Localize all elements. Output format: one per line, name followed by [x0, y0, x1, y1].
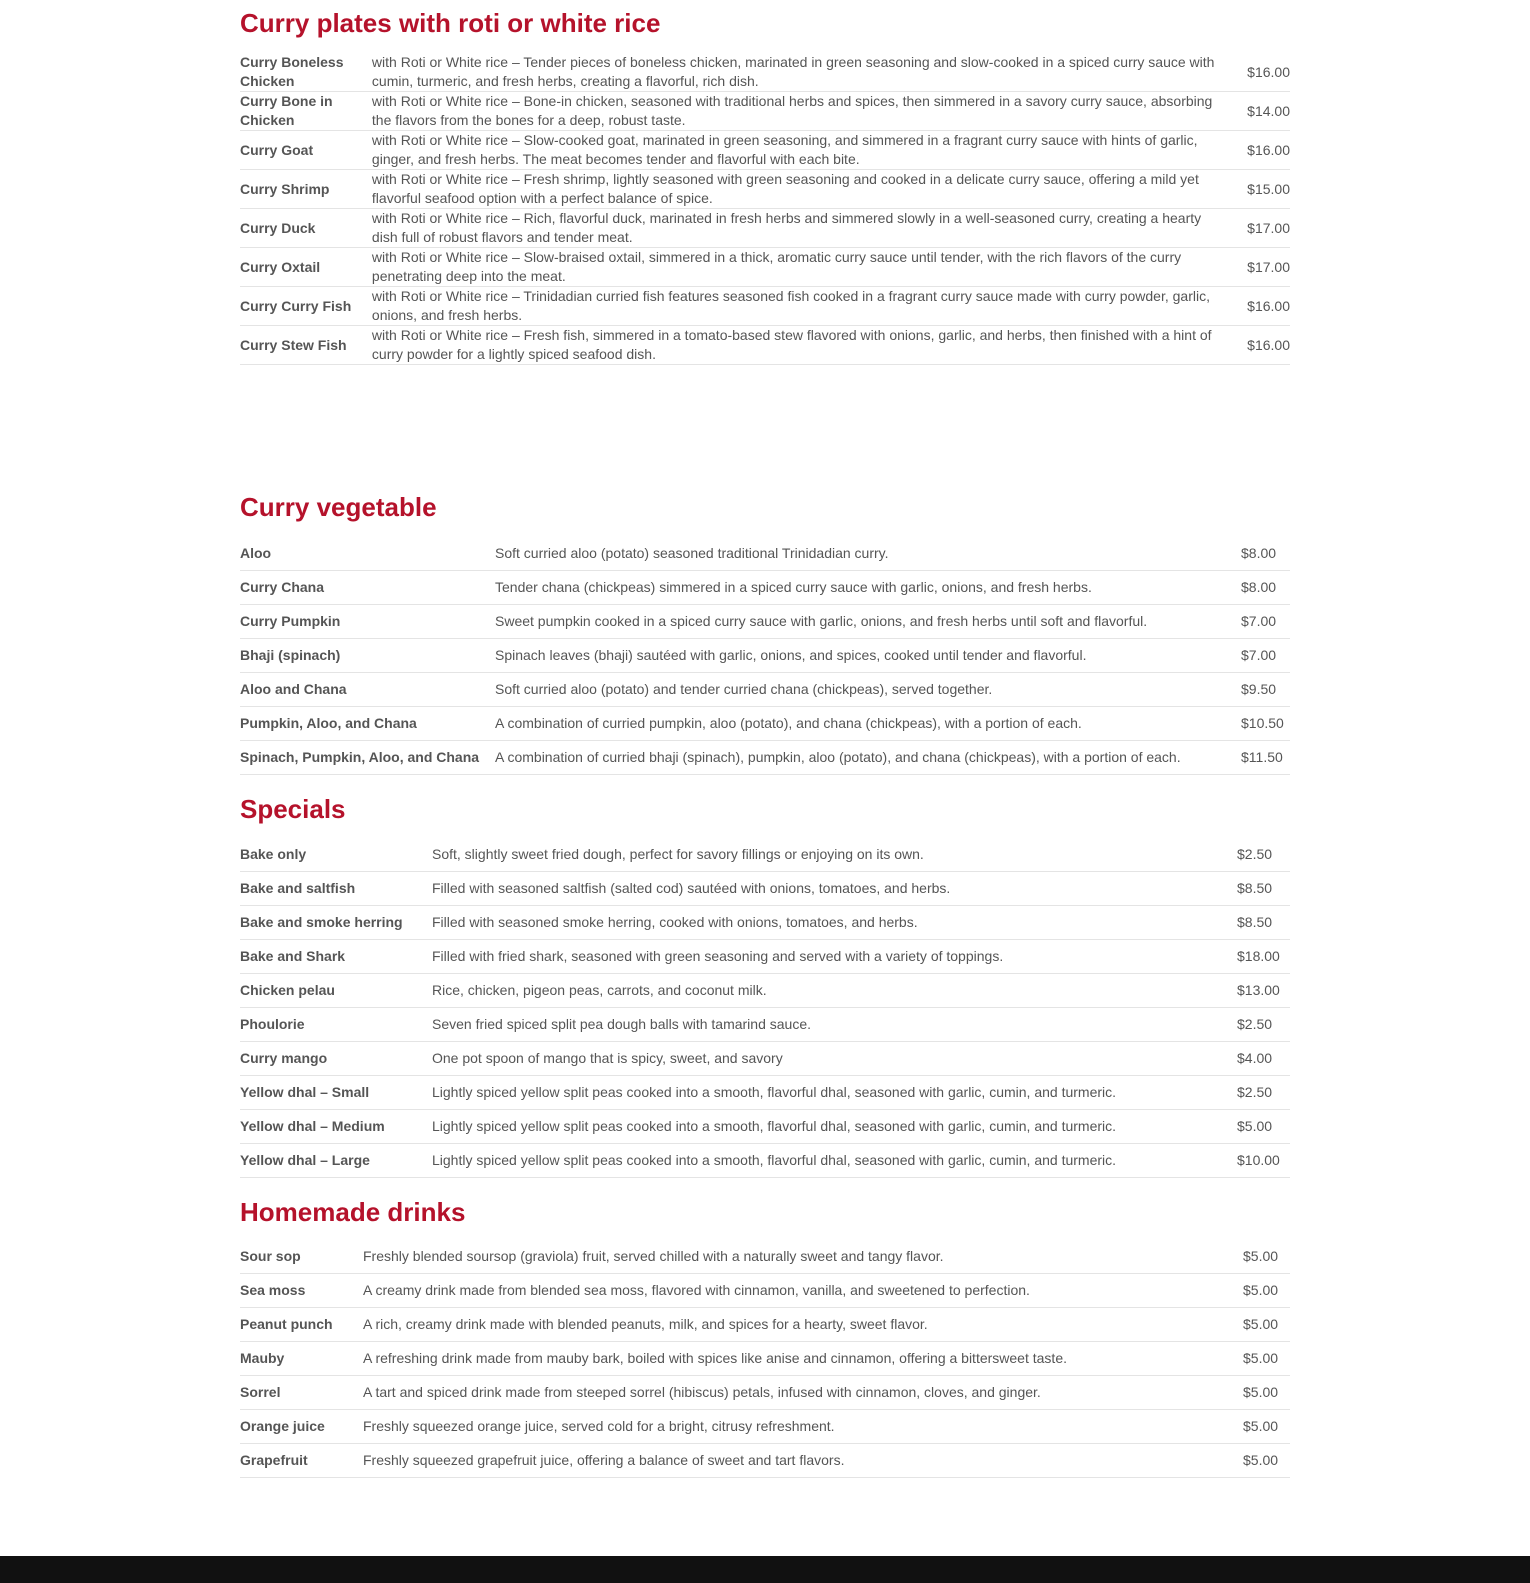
item-name: Bake and Shark: [240, 940, 432, 974]
menu-item-row: [240, 1308, 1290, 1342]
item-description: Lightly spiced yellow split peas cooked into a smooth, flavorful dhal, seasoned with garlic, cumin, and turmeric.: [432, 1076, 1237, 1110]
item-price: $5.00: [1243, 1274, 1290, 1308]
item-description: with Roti or White rice – Trinidadian curried fish features seasoned fish cooked in a fragrant curry sauce made with curry powder, garlic, onions, and fresh herbs.: [372, 287, 1236, 326]
item-name: Curry Chana: [240, 571, 495, 605]
item-name: Mauby: [240, 1342, 363, 1376]
item-price: $8.50: [1237, 906, 1290, 940]
item-description: with Roti or White rice – Bone-in chicken, seasoned with traditional herbs and spices, then simmered in a savory curry sauce, absorbing the flavors from the bones for a deep, robust taste.: [372, 92, 1236, 131]
item-description: Filled with seasoned smoke herring, cooked with onions, tomatoes, and herbs.: [432, 906, 1237, 940]
item-price: $10.00: [1237, 1144, 1290, 1178]
item-price: $5.00: [1237, 1110, 1290, 1144]
menu-item-row: [240, 1240, 1290, 1274]
menu-item-row: [240, 906, 1290, 940]
item-name: Curry Duck: [240, 209, 372, 248]
menu-item-row: [240, 1410, 1290, 1444]
menu-item-row: [240, 741, 1290, 775]
menu-item-row: [240, 1342, 1290, 1376]
item-price: $2.50: [1237, 1076, 1290, 1110]
item-price: $5.00: [1243, 1240, 1290, 1274]
item-name: Aloo: [240, 537, 495, 571]
item-name: Pumpkin, Aloo, and Chana: [240, 707, 495, 741]
menu-item-row: [240, 639, 1290, 673]
item-description: with Roti or White rice – Slow-cooked goat, marinated in green seasoning, and simmered in a fragrant curry sauce with hints of garlic, ginger, and fresh herbs. The meat becomes tender and flavorful with each bite.: [372, 131, 1236, 170]
item-description: Lightly spiced yellow split peas cooked into a smooth, flavorful dhal, seasoned with garlic, cumin, and turmeric.: [432, 1110, 1237, 1144]
item-price: $8.00: [1241, 537, 1290, 571]
item-price: $16.00: [1236, 53, 1290, 92]
menu-item-row: [240, 131, 1290, 170]
menu-item-row: [240, 940, 1290, 974]
item-description: A tart and spiced drink made from steeped sorrel (hibiscus) petals, infused with cinnamon, cloves, and ginger.: [363, 1376, 1243, 1410]
item-name: Aloo and Chana: [240, 673, 495, 707]
item-price: $5.00: [1243, 1308, 1290, 1342]
item-price: $9.50: [1241, 673, 1290, 707]
item-description: A combination of curried bhaji (spinach), pumpkin, aloo (potato), and chana (chickpeas), with a portion of each.: [495, 741, 1241, 775]
menu-item-row: [240, 53, 1290, 92]
item-name: Curry Boneless Chicken: [240, 53, 372, 92]
item-price: $14.00: [1236, 92, 1290, 131]
menu-item-row: [240, 1376, 1290, 1410]
menu-item-row: [240, 1144, 1290, 1178]
item-name: Yellow dhal – Large: [240, 1144, 432, 1178]
item-description: Freshly squeezed grapefruit juice, offering a balance of sweet and tart flavors.: [363, 1444, 1243, 1478]
item-description: Soft curried aloo (potato) and tender curried chana (chickpeas), served together.: [495, 673, 1241, 707]
item-price: $7.00: [1241, 605, 1290, 639]
item-name: Curry Oxtail: [240, 248, 372, 287]
item-name: Yellow dhal – Medium: [240, 1110, 432, 1144]
item-name: Curry Pumpkin: [240, 605, 495, 639]
item-name: Yellow dhal – Small: [240, 1076, 432, 1110]
footer: [0, 1556, 1530, 1583]
section-title: Curry plates with roti or white rice: [240, 8, 661, 38]
item-name: Spinach, Pumpkin, Aloo, and Chana: [240, 741, 495, 775]
section-title: Homemade drinks: [240, 1197, 466, 1227]
menu-item-row: [240, 872, 1290, 906]
item-price: $8.00: [1241, 571, 1290, 605]
item-price: $15.00: [1236, 170, 1290, 209]
item-description: Lightly spiced yellow split peas cooked into a smooth, flavorful dhal, seasoned with garlic, cumin, and turmeric.: [432, 1144, 1237, 1178]
item-description: Freshly squeezed orange juice, served cold for a bright, citrusy refreshment.: [363, 1410, 1243, 1444]
item-description: with Roti or White rice – Fresh fish, simmered in a tomato-based stew flavored with onions, garlic, and herbs, then finished with a hint of curry powder for a lightly spiced seafood dish.: [372, 326, 1236, 365]
menu-item-row: [240, 287, 1290, 326]
item-name: Curry Bone in Chicken: [240, 92, 372, 131]
item-description: with Roti or White rice – Fresh shrimp, lightly seasoned with green seasoning and cooked in a delicate curry sauce, offering a mild yet flavorful seafood option with a perfect balance of spice.: [372, 170, 1236, 209]
item-price: $18.00: [1237, 940, 1290, 974]
section-title: Curry vegetable: [240, 492, 437, 522]
item-name: Curry mango: [240, 1042, 432, 1076]
item-price: $5.00: [1243, 1410, 1290, 1444]
menu-item-row: [240, 537, 1290, 571]
item-description: Soft, slightly sweet fried dough, perfect for savory fillings or enjoying on its own.: [432, 838, 1237, 872]
item-price: $17.00: [1236, 248, 1290, 287]
item-description: Sweet pumpkin cooked in a spiced curry sauce with garlic, onions, and fresh herbs until soft and flavorful.: [495, 605, 1241, 639]
menu-item-row: [240, 326, 1290, 365]
item-price: $10.50: [1241, 707, 1290, 741]
section-title: Specials: [240, 794, 346, 824]
menu-item-row: [240, 1076, 1290, 1110]
menu-table: [240, 838, 1290, 1178]
item-name: Chicken pelau: [240, 974, 432, 1008]
menu-item-row: [240, 248, 1290, 287]
item-price: $16.00: [1236, 131, 1290, 170]
item-name: Bhaji (spinach): [240, 639, 495, 673]
menu-item-row: [240, 605, 1290, 639]
item-name: Curry Stew Fish: [240, 326, 372, 365]
item-price: $11.50: [1241, 741, 1290, 775]
item-description: Rice, chicken, pigeon peas, carrots, and coconut milk.: [432, 974, 1237, 1008]
item-price: $8.50: [1237, 872, 1290, 906]
item-name: Bake and smoke herring: [240, 906, 432, 940]
menu-item-row: [240, 571, 1290, 605]
menu-table: [240, 53, 1290, 365]
item-price: $16.00: [1236, 287, 1290, 326]
item-name: Curry Shrimp: [240, 170, 372, 209]
item-description: One pot spoon of mango that is spicy, sweet, and savory: [432, 1042, 1237, 1076]
item-name: Curry Curry Fish: [240, 287, 372, 326]
item-description: A creamy drink made from blended sea moss, flavored with cinnamon, vanilla, and sweetened to perfection.: [363, 1274, 1243, 1308]
menu-item-row: [240, 1110, 1290, 1144]
item-description: Filled with seasoned saltfish (salted cod) sautéed with onions, tomatoes, and herbs.: [432, 872, 1237, 906]
menu-item-row: [240, 707, 1290, 741]
menu-item-row: [240, 92, 1290, 131]
item-description: Seven fried spiced split pea dough balls with tamarind sauce.: [432, 1008, 1237, 1042]
item-description: Spinach leaves (bhaji) sautéed with garlic, onions, and spices, cooked until tender and flavorful.: [495, 639, 1241, 673]
item-name: Grapefruit: [240, 1444, 363, 1478]
item-price: $16.00: [1236, 326, 1290, 365]
item-name: Phoulorie: [240, 1008, 432, 1042]
item-name: Bake only: [240, 838, 432, 872]
item-price: $5.00: [1243, 1376, 1290, 1410]
item-price: $5.00: [1243, 1444, 1290, 1478]
item-price: $4.00: [1237, 1042, 1290, 1076]
item-name: Orange juice: [240, 1410, 363, 1444]
item-name: Curry Goat: [240, 131, 372, 170]
item-description: with Roti or White rice – Tender pieces of boneless chicken, marinated in green seasoning and slow-cooked in a spiced curry sauce with cumin, turmeric, and fresh herbs, creating a flavorful, rich dish.: [372, 53, 1236, 92]
item-name: Peanut punch: [240, 1308, 363, 1342]
item-price: $2.50: [1237, 838, 1290, 872]
menu-item-row: [240, 974, 1290, 1008]
menu-item-row: [240, 1042, 1290, 1076]
item-description: A rich, creamy drink made with blended peanuts, milk, and spices for a hearty, sweet flavor.: [363, 1308, 1243, 1342]
menu-item-row: [240, 1008, 1290, 1042]
menu-item-row: [240, 209, 1290, 248]
menu-table: [240, 537, 1290, 775]
menu-item-row: [240, 838, 1290, 872]
item-description: Tender chana (chickpeas) simmered in a spiced curry sauce with garlic, onions, and fresh herbs.: [495, 571, 1241, 605]
item-description: Freshly blended soursop (graviola) fruit, served chilled with a naturally sweet and tangy flavor.: [363, 1240, 1243, 1274]
item-description: with Roti or White rice – Rich, flavorful duck, marinated in fresh herbs and simmered slowly in a well-seasoned curry, creating a hearty dish full of robust flavors and tender meat.: [372, 209, 1236, 248]
item-price: $2.50: [1237, 1008, 1290, 1042]
item-price: $13.00: [1237, 974, 1290, 1008]
item-name: Sour sop: [240, 1240, 363, 1274]
item-description: A combination of curried pumpkin, aloo (potato), and chana (chickpeas), with a portion of each.: [495, 707, 1241, 741]
item-description: Filled with fried shark, seasoned with green seasoning and served with a variety of toppings.: [432, 940, 1237, 974]
item-description: A refreshing drink made from mauby bark, boiled with spices like anise and cinnamon, offering a bittersweet taste.: [363, 1342, 1243, 1376]
item-price: $17.00: [1236, 209, 1290, 248]
item-description: Soft curried aloo (potato) seasoned traditional Trinidadian curry.: [495, 537, 1241, 571]
item-name: Sea moss: [240, 1274, 363, 1308]
item-price: $7.00: [1241, 639, 1290, 673]
item-description: with Roti or White rice – Slow-braised oxtail, simmered in a thick, aromatic curry sauce until tender, with the rich flavors of the curry penetrating deep into the meat.: [372, 248, 1236, 287]
item-name: Bake and saltfish: [240, 872, 432, 906]
item-price: $5.00: [1243, 1342, 1290, 1376]
item-name: Sorrel: [240, 1376, 363, 1410]
menu-table: [240, 1240, 1290, 1478]
menu-item-row: [240, 170, 1290, 209]
menu-item-row: [240, 1274, 1290, 1308]
menu-item-row: [240, 1444, 1290, 1478]
menu-item-row: [240, 673, 1290, 707]
